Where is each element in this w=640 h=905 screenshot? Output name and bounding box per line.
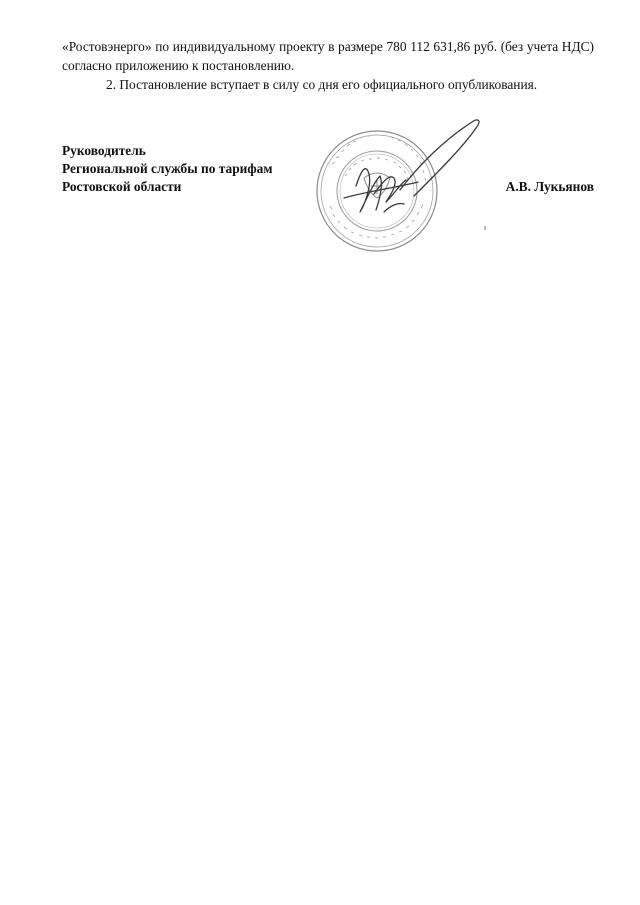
stray-mark: [484, 226, 486, 230]
round-seal-icon: [314, 116, 504, 261]
signatory-name: А.В. Лукьянов: [505, 179, 594, 194]
signatory-title-line-2: Региональной службы по тарифам: [62, 161, 273, 176]
handwritten-signature-icon: [344, 120, 479, 212]
signatory-title-line-3: Ростовской области: [62, 179, 182, 194]
document-body: [62, 37, 594, 94]
paragraph-1-continuation: «Ростовэнерго» по индивидуальному проекту в размере 780 112 631,86 руб. (без учета НДС) согласно приложению к постановлению.: [62, 39, 594, 73]
paragraph-2: 2. Постановление вступает в силу со дня его официального опубликования.: [106, 77, 538, 92]
signatory-title-line-1: Руководитель: [62, 143, 146, 158]
